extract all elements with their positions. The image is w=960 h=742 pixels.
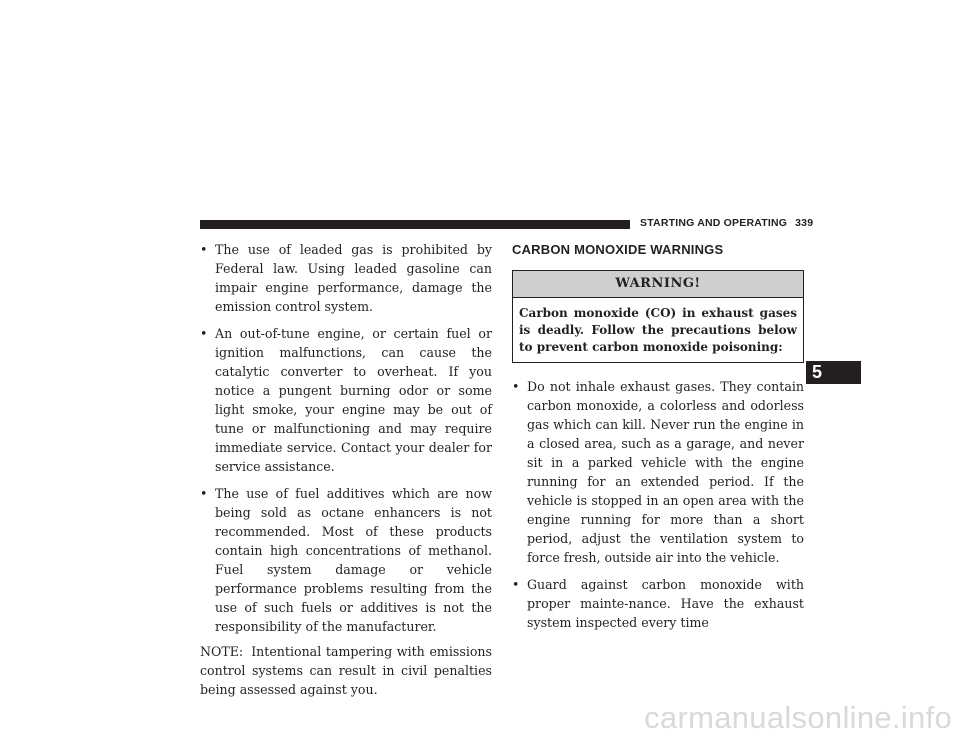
running-header xyxy=(640,217,813,229)
warning-box xyxy=(512,270,804,363)
watermark: carmanualsonline.info xyxy=(644,700,952,735)
right-column xyxy=(512,240,804,640)
list-item xyxy=(200,324,492,476)
list-item-text: An out-of-tune engine, or certain fuel or ignition malfunctions, can cause the catalytic converter to overheat. If you notice a pungent burning odor or some light smoke, your engine may be out of tune or malfunctioning and may require immediate service. Contact your dealer for service assistance. xyxy=(215,326,492,474)
list-item xyxy=(512,377,804,567)
section-heading: CARBON MONOXIDE WARNINGS xyxy=(512,242,724,257)
page-number: 339 xyxy=(795,217,814,229)
list-item-text: Guard against carbon monoxide with proper mainte-nance. Have the exhaust system inspected every time xyxy=(527,577,804,630)
list-item-text: The use of fuel additives which are now being sold as octane enhancers is not recommended. Most of these products contain high concentrations of methanol. Fuel system damage or vehicle performance problems resulting from the use of such fuels or additives is not the responsibility of the manufacturer. xyxy=(215,486,492,634)
list-item-text: Do not inhale exhaust gases. They contain carbon monoxide, a colorless and odorless gas which can kill. Never run the engine in a closed area, such as a garage, and never sit in a parked vehicle with the engine running for an extended period. If the vehicle is stopped in an open area with the engine running for more than a short period, adjust the ventilation system to force fresh, outside air into the vehicle. xyxy=(527,379,804,565)
note-text: Intentional tampering with emissions control systems can result in civil penalties being assessed against you. xyxy=(200,644,492,697)
header-rule xyxy=(200,220,630,229)
chapter-tab: 5 xyxy=(806,361,861,384)
warning-text: Carbon monoxide (CO) in exhaust gases is deadly. Follow the precautions below to prevent carbon monoxide poisoning: xyxy=(519,306,797,354)
list-item-text: The use of leaded gas is prohibited by Federal law. Using leaded gasoline can impair engine performance, damage the emission control system. xyxy=(215,242,492,314)
left-column xyxy=(200,240,492,699)
header-section-title: STARTING AND OPERATING xyxy=(640,217,788,229)
note-paragraph xyxy=(200,642,492,699)
bullet-marker: • xyxy=(512,379,520,394)
note-label: NOTE: xyxy=(200,644,244,659)
bullet-marker: • xyxy=(200,242,208,257)
warning-title: WARNING! xyxy=(513,271,803,298)
bullet-marker: • xyxy=(512,577,520,592)
list-item xyxy=(512,575,804,632)
list-item xyxy=(200,484,492,636)
bullet-marker: • xyxy=(200,326,208,341)
list-item xyxy=(200,240,492,316)
bullet-marker: • xyxy=(200,486,208,501)
